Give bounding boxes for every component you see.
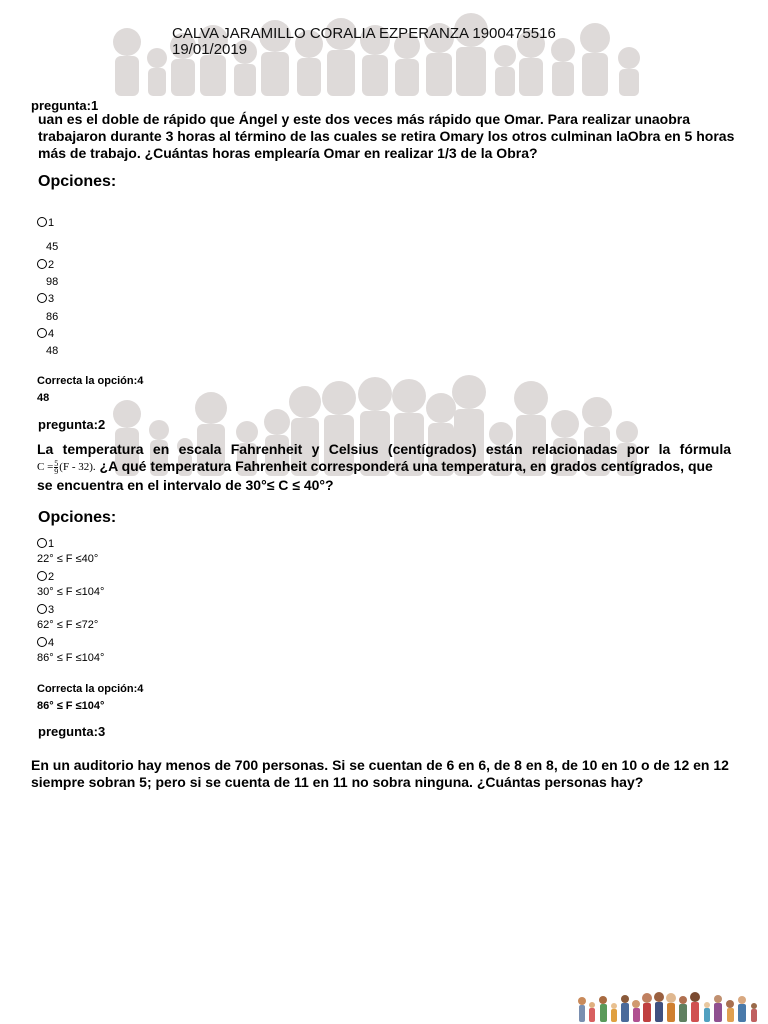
question-2-option-2-value: 30° ≤ F ≤104° [37,586,105,598]
question-1-correct-label: Correcta la opción:4 [37,375,144,387]
question-2-option-2[interactable]: 2 [37,571,54,583]
radio-icon[interactable] [37,604,47,614]
question-1-option-1[interactable]: 1 [37,217,54,229]
question-1-option-1-value: 45 [46,241,59,253]
radio-icon[interactable] [37,293,47,303]
exam-date: 19/01/2019 [172,41,248,58]
question-2-option-3[interactable]: 3 [37,604,54,616]
question-2-line-2: C = $\frac{5}{9}$ (F - 32). ¿A qué temperatura Fahrenheit corresponderá una temperatura, en grados centígrados, que [37,458,713,476]
crowd-logo-bottom-right [576,992,766,1024]
radio-icon[interactable] [37,571,47,581]
question-2-option-1-value: 22° ≤ F ≤40° [37,553,99,565]
question-1-option-2[interactable]: 2 [37,259,54,271]
question-2-line-1: La temperatura en escala Fahrenheit y Celsius (centígrados) están relacionadas por la fórmula [37,441,731,457]
question-2-correct-value: 86° ≤ F ≤104° [37,700,105,712]
question-3-label: pregunta:3 [38,724,106,739]
question-3-text: En un auditorio hay menos de 700 personas. Si se cuentan de 6 en 6, de 8 en 8, de 10 en 10 o de 12 en 12 siempre sobran 5; pero si se cuenta de 11 en 11 no sobra ninguna. ¿Cuántas personas hay? [31,757,729,790]
radio-icon[interactable] [37,328,47,338]
question-2-label: pregunta:2 [38,417,106,432]
question-1-correct-value: 48 [37,392,50,404]
question-2-line-3: se encuentra en el intervalo de 30°≤ C ≤ 40°? [37,477,334,493]
question-1-option-3-value: 86 [46,311,59,323]
radio-icon[interactable] [37,259,47,269]
question-1-label: pregunta:1 [31,98,99,113]
question-2-option-1[interactable]: 1 [37,538,54,550]
student-header: CALVA JARAMILLO CORALIA EZPERANZA 1900475516 [172,25,556,42]
question-2-option-4[interactable]: 4 [37,637,54,649]
question-1-options-heading: Opciones: [38,173,117,190]
radio-icon[interactable] [37,217,47,227]
question-1-option-4-value: 48 [46,345,59,357]
question-2-options-heading: Opciones: [38,509,117,526]
radio-icon[interactable] [37,538,47,548]
question-2-option-3-value: 62° ≤ F ≤72° [37,619,99,631]
radio-icon[interactable] [37,637,47,647]
question-2-option-4-value: 86° ≤ F ≤104° [37,652,105,664]
question-2-correct-label: Correcta la opción:4 [37,683,144,695]
question-1-option-2-value: 98 [46,276,59,288]
question-1-option-3[interactable]: 3 [37,293,54,305]
formula: C = $\frac{5}{9}$ (F - 32). [37,458,96,476]
question-1-text: uan es el doble de rápido que Ángel y este dos veces más rápido que Omar. Para realizar unaobra trabajaron durante 3 horas al término de las cuales se retira Omary los otros culminan laObra en 5 horas más de trabajo. ¿Cuántas horas emplearía Omar en realizar 1/3 de la Obra? [38,111,735,161]
question-1-option-4[interactable]: 4 [37,328,54,340]
